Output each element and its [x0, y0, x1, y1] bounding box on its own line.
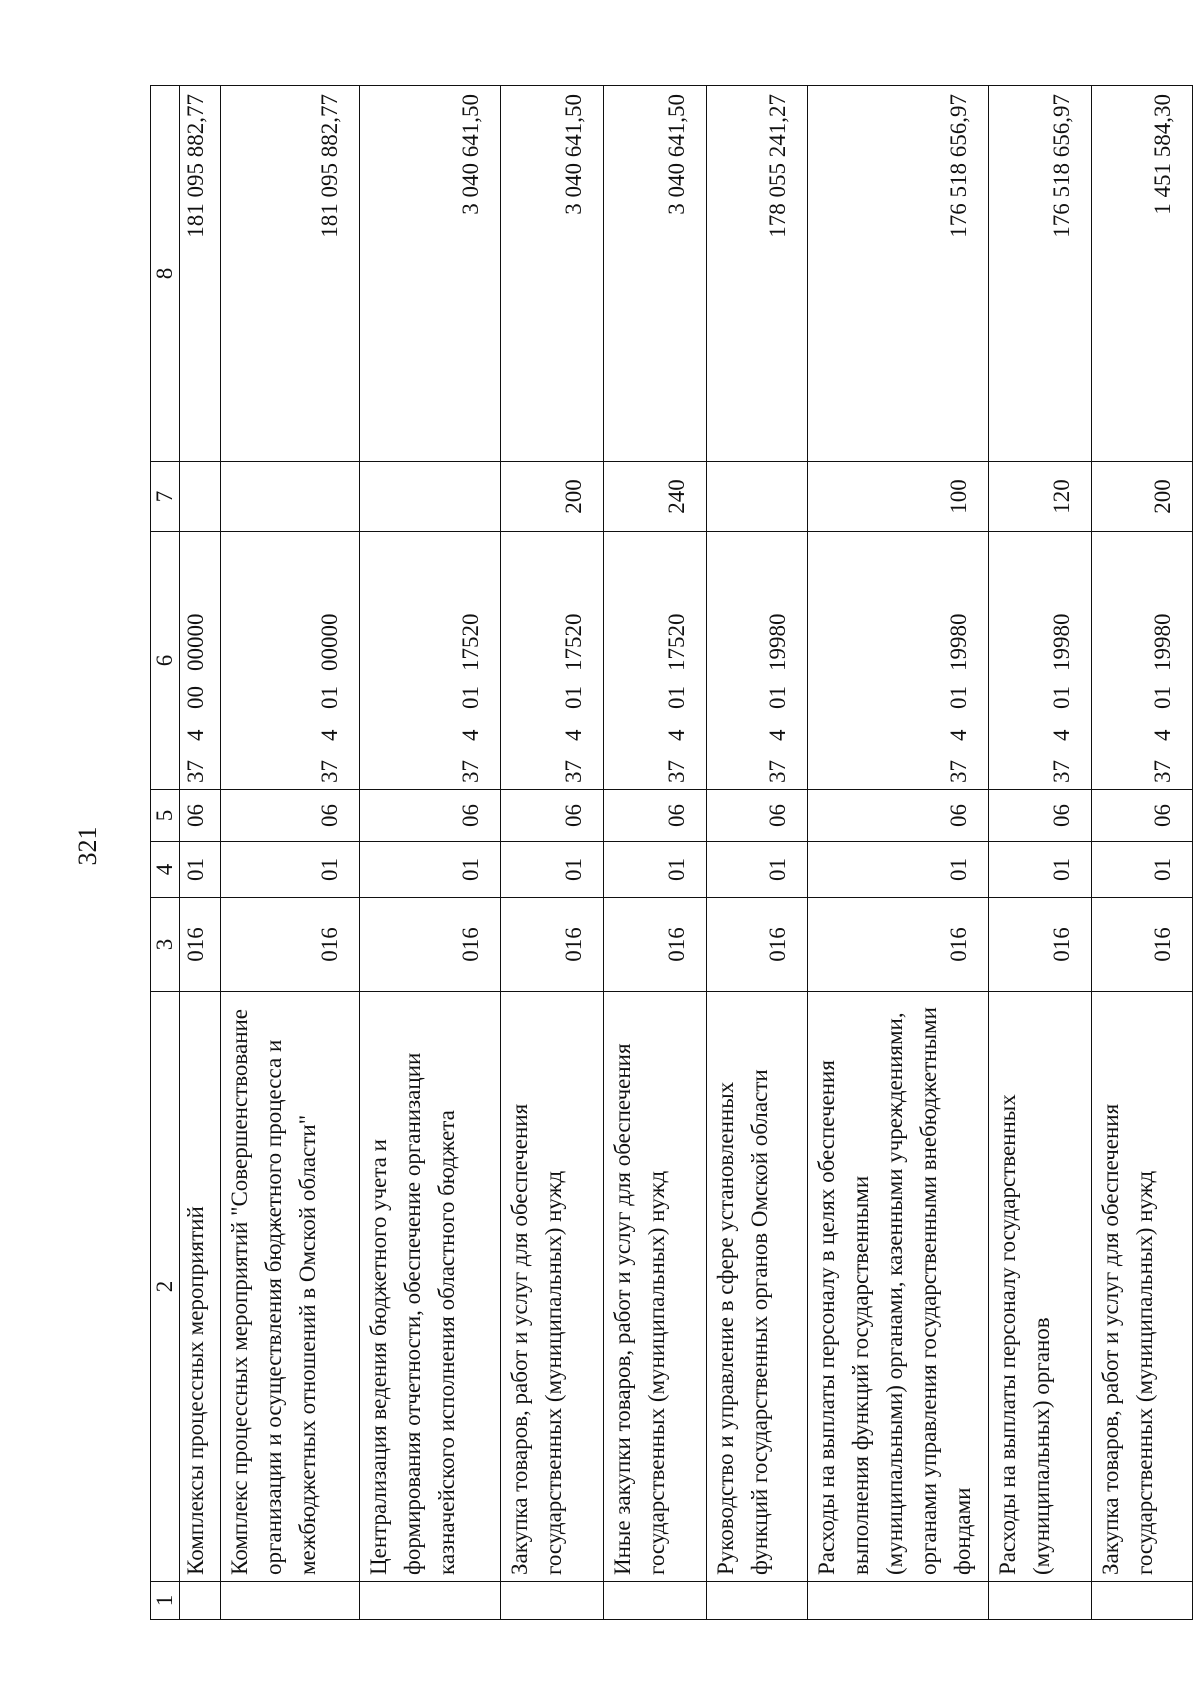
cell-col-1 [1092, 1582, 1193, 1620]
cell-col-4: 01 [501, 842, 604, 898]
code-part-1: 37 [765, 760, 790, 783]
cell-col-3: 016 [604, 898, 707, 992]
table-row [1092, 86, 1193, 1620]
cell-amount: 178 055 241,27 [707, 86, 808, 462]
cell-col-5: 06 [707, 790, 808, 842]
code-part-3: 01 [1049, 686, 1074, 709]
budget-table [150, 85, 1193, 1620]
cell-name: Комплекс процессных мероприятий "Совершенствование организации и осуществления бюджетного процесса и межбюджетных отношений в Омской области" [221, 992, 360, 1582]
code-part-2: 4 [1150, 729, 1175, 741]
cell-col-5: 06 [360, 790, 501, 842]
table-row [180, 86, 221, 1620]
code-part-2: 4 [317, 729, 342, 741]
cell-amount: 176 518 656,97 [989, 86, 1092, 462]
cell-amount: 181 095 882,77 [180, 86, 221, 462]
code-part-4: 17520 [664, 613, 689, 671]
cell-col-7 [180, 462, 221, 532]
cell-name: Руководство и управление в сфере установленных функций государственных органов Омской области [707, 992, 808, 1582]
code-part-3: 01 [765, 686, 790, 709]
cell-col-7 [707, 462, 808, 532]
header-col-6: 6 [151, 532, 180, 790]
cell-col-7: 240 [604, 462, 707, 532]
cell-col-1 [221, 1582, 360, 1620]
cell-name: Иные закупки товаров, работ и услуг для обеспечения государственных (муниципальных) нужд [604, 992, 707, 1582]
cell-col-5: 06 [180, 790, 221, 842]
cell-name: Расходы на выплаты персоналу в целях обеспечения выполнения функций государственными (муниципальными) органами, казенными учреждениями, органами управления государственными внебюджетными фондами [808, 992, 989, 1582]
code-part-3: 01 [664, 686, 689, 709]
page-number: 321 [73, 826, 102, 866]
cell-col-6 [221, 532, 360, 790]
cell-col-1 [180, 1582, 221, 1620]
cell-col-7 [221, 462, 360, 532]
cell-col-3: 016 [707, 898, 808, 992]
cell-col-4: 01 [180, 842, 221, 898]
cell-col-7: 200 [1092, 462, 1193, 532]
cell-name: Закупка товаров, работ и услуг для обеспечения государственных (муниципальных) нужд [1092, 992, 1193, 1582]
code-part-1: 37 [561, 760, 586, 783]
cell-col-1 [707, 1582, 808, 1620]
rotated-table-container [150, 86, 1175, 1620]
cell-col-4: 01 [707, 842, 808, 898]
cell-col-6 [808, 532, 989, 790]
code-part-1: 37 [946, 760, 971, 783]
cell-col-6 [501, 532, 604, 790]
code-part-2: 4 [561, 729, 586, 741]
code-part-4: 19980 [946, 613, 971, 671]
code-part-3: 01 [458, 686, 483, 709]
cell-col-1 [604, 1582, 707, 1620]
cell-col-1 [501, 1582, 604, 1620]
table-row [989, 86, 1092, 1620]
cell-col-7: 120 [989, 462, 1092, 532]
code-part-1: 37 [1150, 760, 1175, 783]
cell-col-3: 016 [180, 898, 221, 992]
cell-col-1 [808, 1582, 989, 1620]
code-part-2: 4 [183, 729, 208, 741]
cell-col-5: 06 [1092, 790, 1193, 842]
cell-col-6 [180, 532, 221, 790]
cell-col-3: 016 [501, 898, 604, 992]
cell-name: Расходы на выплаты персоналу государственных (муниципальных) органов [989, 992, 1092, 1582]
code-part-4: 00000 [317, 613, 342, 671]
code-part-2: 4 [765, 729, 790, 741]
cell-col-3: 016 [989, 898, 1092, 992]
code-part-1: 37 [1049, 760, 1074, 783]
cell-col-3: 016 [808, 898, 989, 992]
cell-col-3: 016 [1092, 898, 1193, 992]
cell-col-5: 06 [604, 790, 707, 842]
code-part-1: 37 [458, 760, 483, 783]
cell-col-6 [360, 532, 501, 790]
code-part-2: 4 [946, 729, 971, 741]
code-part-4: 17520 [561, 613, 586, 671]
cell-col-7 [360, 462, 501, 532]
cell-col-3: 016 [221, 898, 360, 992]
cell-amount: 1 451 584,30 [1092, 86, 1193, 462]
header-col-7: 7 [151, 462, 180, 532]
code-part-4: 00000 [183, 613, 208, 671]
cell-col-4: 01 [360, 842, 501, 898]
cell-col-4: 01 [808, 842, 989, 898]
header-col-3: 3 [151, 898, 180, 992]
cell-amount: 181 095 882,77 [221, 86, 360, 462]
code-part-2: 4 [458, 729, 483, 741]
cell-col-6 [989, 532, 1092, 790]
code-part-4: 19980 [1150, 613, 1175, 671]
code-part-4: 17520 [458, 613, 483, 671]
header-col-8: 8 [151, 86, 180, 462]
code-part-3: 01 [946, 686, 971, 709]
header-col-2: 2 [151, 992, 180, 1582]
header-row [151, 86, 180, 1620]
cell-col-5: 06 [221, 790, 360, 842]
cell-col-3: 016 [360, 898, 501, 992]
table-row [221, 86, 360, 1620]
code-part-4: 19980 [765, 613, 790, 671]
table-row [707, 86, 808, 1620]
code-part-3: 01 [317, 686, 342, 709]
cell-col-1 [989, 1582, 1092, 1620]
code-part-2: 4 [664, 729, 689, 741]
code-part-3: 00 [183, 686, 208, 709]
cell-col-4: 01 [1092, 842, 1193, 898]
cell-col-7: 200 [501, 462, 604, 532]
header-col-5: 5 [151, 790, 180, 842]
code-part-4: 19980 [1049, 613, 1074, 671]
header-col-1: 1 [151, 1582, 180, 1620]
code-part-1: 37 [317, 760, 342, 783]
cell-amount: 176 518 656,97 [808, 86, 989, 462]
cell-name: Комплексы процессных мероприятий [180, 992, 221, 1582]
cell-col-6 [707, 532, 808, 790]
cell-col-4: 01 [221, 842, 360, 898]
cell-col-6 [604, 532, 707, 790]
cell-col-1 [360, 1582, 501, 1620]
cell-amount: 3 040 641,50 [360, 86, 501, 462]
cell-col-7: 100 [808, 462, 989, 532]
cell-amount: 3 040 641,50 [604, 86, 707, 462]
cell-col-4: 01 [989, 842, 1092, 898]
table-row [501, 86, 604, 1620]
code-part-3: 01 [561, 686, 586, 709]
header-col-4: 4 [151, 842, 180, 898]
cell-col-5: 06 [989, 790, 1092, 842]
cell-name: Централизация ведения бюджетного учета и формирования отчетности, обеспечение организации казначейского исполнения областного бюджета [360, 992, 501, 1582]
code-part-2: 4 [1049, 729, 1074, 741]
cell-name: Закупка товаров, работ и услуг для обеспечения государственных (муниципальных) нужд [501, 992, 604, 1582]
cell-col-6 [1092, 532, 1193, 790]
code-part-3: 01 [1150, 686, 1175, 709]
cell-col-4: 01 [604, 842, 707, 898]
cell-amount: 3 040 641,50 [501, 86, 604, 462]
cell-col-5: 06 [808, 790, 989, 842]
code-part-1: 37 [183, 760, 208, 783]
code-part-1: 37 [664, 760, 689, 783]
table-row [360, 86, 501, 1620]
table-row [808, 86, 989, 1620]
table-row [604, 86, 707, 1620]
cell-col-5: 06 [501, 790, 604, 842]
